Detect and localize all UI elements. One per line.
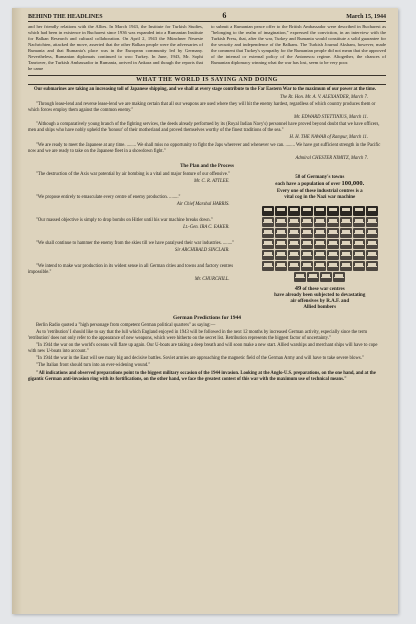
bombed-town-icon	[288, 250, 300, 260]
section-banner-title: WHAT THE WORLD IS SAYING AND DOING	[136, 77, 278, 84]
bombed-town-icon	[340, 228, 352, 238]
bombed-town-icon	[275, 228, 287, 238]
town-icon	[327, 206, 339, 216]
plan-quotes	[28, 172, 248, 311]
german-paragraph: Berlin Radio quoted a "high personage from competent German political quarters" as saying:—	[36, 322, 216, 328]
bombed-town-icon	[275, 250, 287, 260]
quote-text: "We are ready to meet the Japanese at any time. ........ We shall miss no opportunity to fight the Japs wherever and whenever we can. ........ We have got sufficient strength in the Pacific now and we are ready to take on the Japanese fleet in a showdown fight."	[28, 142, 381, 154]
infographic-bottom-caption	[254, 286, 387, 311]
running-header	[28, 11, 386, 22]
german-paragraph: "All indications and observed preparations point to the biggest military occasion of the 1944 invasion. Looking at the Anglo-U.S. preparations, on the one hand, and at the gigantic German anti-invasion ring with its fortifications, on the other hand, we face the greatest contest of this war with the maximum use of technical means."	[28, 370, 376, 382]
article-text-left: and her friendly relations with the Allies. In March 1943, the Institute for Turkish Studies, which had been in existence in Bucharest since 1936 was expanded into a Rumanian Institute for Balkan Research and cultural collaboration. On April 2, 1943 the Münchner Neueste Nachrichten, attacked the move, asserted that the other Balkan people were the adversaries of Rumania and that Rumania's place was in the European community led by Germany. Nevertheless, Rumanian diplomats continued to woo Turkey. In June, 1943, Mr. Sophi Tanriover, the Turkish Ambassador in Rumania, arrived in Ankara and though the reports that he came	[28, 24, 203, 72]
article-column-left	[28, 24, 203, 72]
quote-attribution: Sir ARCHIBALD SINCLAIR.	[175, 247, 230, 253]
world-saying-section	[28, 87, 386, 382]
infographic-line: of these war centres	[302, 286, 345, 292]
infographic-line: 58 of Germany's towns	[295, 174, 345, 180]
bombed-town-icon	[288, 239, 300, 249]
bombed-town-icon	[327, 217, 339, 227]
quote-attribution: Air Chief Marshal HARRIS.	[176, 201, 230, 207]
infographic-top-caption	[254, 175, 387, 202]
quote-text: "Although a comparatively young branch of the fighting services, the deeds already performed by its (Royal Indian Navy's) personnel have proved beyond doubt that we have officers, men and ships who have nobly upheld the 'honour' of their motherland and proved themselves worthy of the finest traditions of the sea."	[28, 122, 380, 134]
infographic-line: vital cog in the Nazi war machine	[284, 195, 356, 201]
bombed-town-icon	[314, 261, 326, 271]
quote-text: "We shall continue to hammer the enemy from the skies till we have paralysed their war industries. ........"	[36, 240, 235, 246]
bombed-town-icon	[262, 239, 274, 249]
header-page-number: 6	[222, 11, 227, 20]
bombed-town-icon	[288, 228, 300, 238]
bombed-town-icon	[320, 272, 332, 282]
bombed-town-icon	[340, 261, 352, 271]
infographic-line: air offensives by R.A.F. and	[290, 298, 350, 304]
quote-text: "Our massed objective is simply to drop bombs on Hitler until his war machine breaks down."	[36, 217, 213, 223]
bombed-town-icon	[353, 217, 365, 227]
town-icon	[262, 206, 274, 216]
bombed-town-icon	[262, 250, 274, 260]
bombed-town-icon	[353, 250, 365, 260]
article-column-right	[211, 24, 386, 72]
bombed-town-icon	[275, 217, 287, 227]
bombed-town-icon	[301, 217, 313, 227]
infographic-line: Every one of these industrial centres is a	[276, 188, 363, 194]
intro-quote: Our submarines are taking an increasing toll of Japanese shipping, and we shall at every stage contribute to the Far Eastern War to the maximum of our power at the time.	[34, 87, 377, 93]
infographic-bombed-count: 49	[294, 284, 302, 292]
bombed-town-icon	[340, 217, 352, 227]
bombed-town-icon	[366, 261, 378, 271]
bombed-town-icon	[301, 261, 313, 271]
bombed-town-icon	[314, 228, 326, 238]
infographic-population: 100,000.	[341, 180, 365, 188]
town-icon-grid	[261, 206, 379, 282]
bombed-town-icon	[275, 261, 287, 271]
bombed-town-icon	[307, 272, 319, 282]
infographic-line: each have a population of over	[275, 182, 341, 188]
bombed-town-icon	[314, 250, 326, 260]
bombed-town-icon	[314, 217, 326, 227]
quote-attribution: Mr. EDWARD STETTINIUS, March 11.	[293, 114, 368, 120]
bombed-town-icon	[353, 228, 365, 238]
bombed-town-icon	[288, 217, 300, 227]
quote-text: "The destruction of the Axis war potential by air bombing is a vital and major feature of our offensive."	[36, 171, 230, 177]
page-fold-shadow	[12, 8, 22, 614]
bombed-town-icon	[262, 261, 274, 271]
bombed-town-icon	[353, 239, 365, 249]
section-banner	[28, 75, 386, 85]
town-icon	[275, 206, 287, 216]
bombed-town-icon	[366, 239, 378, 249]
plan-quote	[28, 218, 248, 231]
quote-attribution: Mr. CHURCHILL.	[194, 276, 230, 282]
quote-attribution: Admiral CHESTER NIMITZ, March 7.	[295, 155, 368, 161]
bombed-town-icon	[366, 250, 378, 260]
quote-text: "We propose entirely to emasculate every centre of enemy production. ........"	[36, 194, 181, 200]
plan-quote	[28, 241, 248, 254]
plan-quote	[28, 195, 248, 208]
bombed-town-icon	[301, 239, 313, 249]
bombed-town-icon	[327, 228, 339, 238]
plan-section	[28, 172, 386, 311]
infographic-line: have already been subjected to devastating	[274, 292, 366, 298]
bombed-town-icon	[301, 228, 313, 238]
quote-text: "We intend to make war production in its widest sense in all German cities and towns and factory centres impossible."	[28, 263, 234, 275]
bombed-town-icon	[353, 261, 365, 271]
bombed-town-icon	[262, 228, 274, 238]
bombed-town-icon	[275, 239, 287, 249]
german-paragraph: "In 1944 the war on the world's oceans will flare up again. Our U-boats are taking a deep breath and will soon make a new start. Allied warships and merchant ships will have to cope with new U-boats into account."	[28, 343, 378, 355]
article-text-right: to submit a Rumanian peace offer to the British Ambassador were described in Bucharest as "belonging to the realm of imagination," expressed the conviction, in an interview with the Turkish Press, that, after the war, Turkey and Rumania would constitute a solid guarantee for the security and independence of the Balkans. The Turkish Journal Aksham, however, made the comment that Turkey's sympathy for the Rumanian people did not mean that she approved of the internal or external policy of the Antonescu regime. Altogether, the chances of Rumanian diplomacy winning what the war has lost, seem to be very poor.	[211, 24, 386, 66]
plan-heading: The Plan and the Process	[180, 163, 234, 169]
bombed-town-icon	[366, 217, 378, 227]
bombed-town-icon	[301, 250, 313, 260]
bombed-town-icon	[327, 261, 339, 271]
bombed-town-icon	[366, 228, 378, 238]
bombed-town-icon	[294, 272, 306, 282]
plan-quote	[28, 264, 248, 283]
town-icon	[340, 206, 352, 216]
town-icon	[301, 206, 313, 216]
bombed-town-icon	[262, 217, 274, 227]
town-icon	[288, 206, 300, 216]
bombed-town-icon	[333, 272, 345, 282]
bombed-town-icon	[327, 239, 339, 249]
german-paragraph: "In 1944 the war in the East will see many big and decisive battles. Soviet armies are approaching the magnetic field of the German Army and will have to take severe blows."	[36, 356, 364, 362]
bombed-town-icon	[340, 239, 352, 249]
town-icon	[314, 206, 326, 216]
bombed-town-icon	[327, 250, 339, 260]
german-paragraph: "The Italian front should turn into an ever-widening wound."	[36, 363, 151, 369]
quote-attribution: H. H. THE NAWAB of Rampur, March 11.	[289, 135, 368, 141]
quote-attribution: Lt.-Gen. IRA C. EAKER.	[183, 224, 230, 230]
bombing-infographic	[254, 172, 387, 311]
newspaper-page	[12, 8, 398, 614]
quote-attribution: Mr. C. R. ATTLEE.	[193, 178, 230, 184]
header-date: March 15, 1944	[346, 14, 386, 20]
town-icon	[366, 206, 378, 216]
bombed-town-icon	[314, 239, 326, 249]
bombed-town-icon	[288, 261, 300, 271]
quote-attribution: The Rt. Hon. Mr. A. V. ALEXANDER, March 7.	[280, 94, 368, 100]
german-predictions-heading: German Predictions for 1944	[172, 314, 242, 321]
infographic-line: Allied bombers	[303, 304, 337, 310]
header-publication: BEHIND THE HEADLINES	[28, 14, 103, 20]
town-icon	[353, 206, 365, 216]
german-paragraph: As to 'retribution' I should like to say that the lull which England enjoyed in 1943 will be followed in the next 12 months by increased German activity, especially since the term 'retribution' does not only refer to the appearance of new weapons, which were hitherto on the secret list. Retribution represents the biggest factor of uncertainty."	[28, 329, 367, 341]
quote-text: "Through lease-lend and reverse lease-lend we are making certain that all our weapons are used where they will hit the enemy hardest, regardless of which country produces them or which forces employ them against the common enemy."	[28, 101, 376, 113]
plan-quote	[28, 172, 248, 185]
article-columns	[28, 24, 386, 72]
bombed-town-icon	[340, 250, 352, 260]
